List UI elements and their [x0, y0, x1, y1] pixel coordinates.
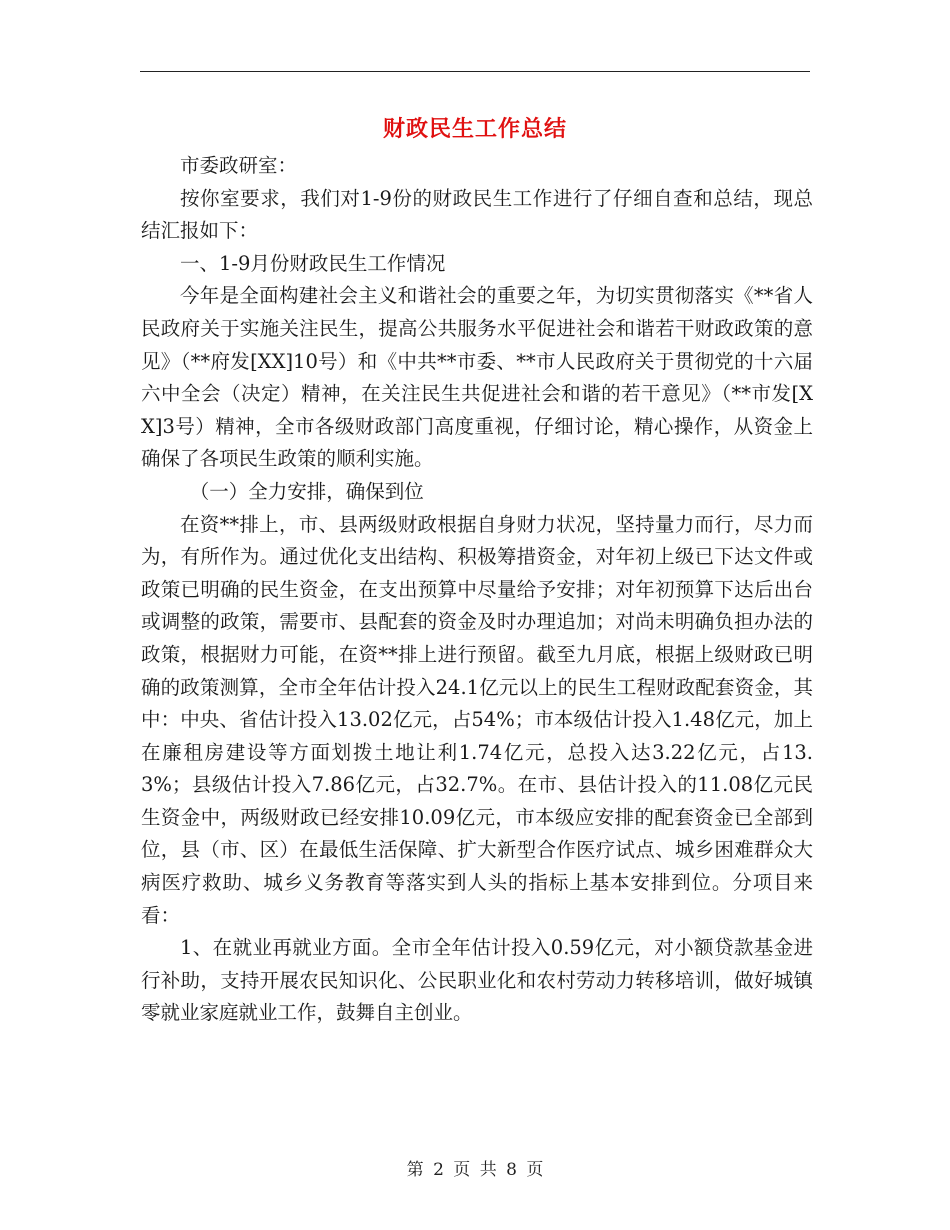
header-rule	[140, 71, 810, 72]
paragraph: 在资**排上，市、县两级财政根据自身财力状况，坚持量力而行，尽力而为，有所作为。通过优化支出结构、积极筹措资金，对年初上级已下达文件或政策已明确的民生资金，在支出预算中尽量给予安排；对年初预算下达后出台或调整的政策，需要市、县配套的资金及时办理追加；对尚未明确负担办法的政策，根据财力可能，在资**排上进行预留。截至九月底，根据上级财政已明确的政策测算，全市全年估计投入24.1亿元以上的民生工程财政配套资金，其中：中央、省估计投入13.02亿元，占54%；市本级估计投入1.48亿元，加上在廉租房建设等方面划拨土地让利1.74亿元，总投入达3.22亿元，占13.3%；县级估计投入7.86亿元，占32.7%。在市、县估计投入的11.08亿元民生资金中，两级财政已经安排10.09亿元，市本级应安排的配套资金已全部到位，县（市、区）在最低生活保障、扩大新型合作医疗试点、城乡困难群众大病医疗救助、城乡义务教育等落实到人头的指标上基本安排到位。分项目来看：	[141, 512, 813, 927]
paragraph: 按你室要求，我们对1-9份的财政民生工作进行了仔细自查和总结，现总结汇报如下：	[141, 186, 813, 243]
paragraph: 今年是全面构建社会主义和谐社会的重要之年，为切实贯彻落实《**省人民政府关于实施关注民生，提高公共服务水平促进社会和谐若干财政政策的意见》（**府发[XX]10号）和《中共**市委、**市人民政府关于贯彻党的十六届六中全会（决定）精神，在关注民生共促进社会和谐的若干意见》（**市发[XX]3号）精神，全市各级财政部门高度重视，仔细讨论，精心操作，从资金上确保了各项民生政策的顺利实施。	[141, 284, 813, 471]
paragraph: 1、在就业再就业方面。全市全年估计投入0.59亿元，对小额贷款基金进行补助，支持开展农民知识化、公民职业化和农村劳动力转移培训，做好城镇零就业家庭就业工作，鼓舞自主创业。	[141, 936, 813, 1025]
document-title: 财政民生工作总结	[382, 116, 567, 142]
salutation: 市委政研室：	[180, 154, 298, 177]
page-number: 第 2 页 共 8 页	[406, 1160, 544, 1180]
document-body	[141, 150, 813, 1030]
section-heading: 一、1-9月份财政民生工作情况	[180, 251, 446, 275]
subsection-heading: （一）全力安排，确保到位	[189, 479, 424, 503]
